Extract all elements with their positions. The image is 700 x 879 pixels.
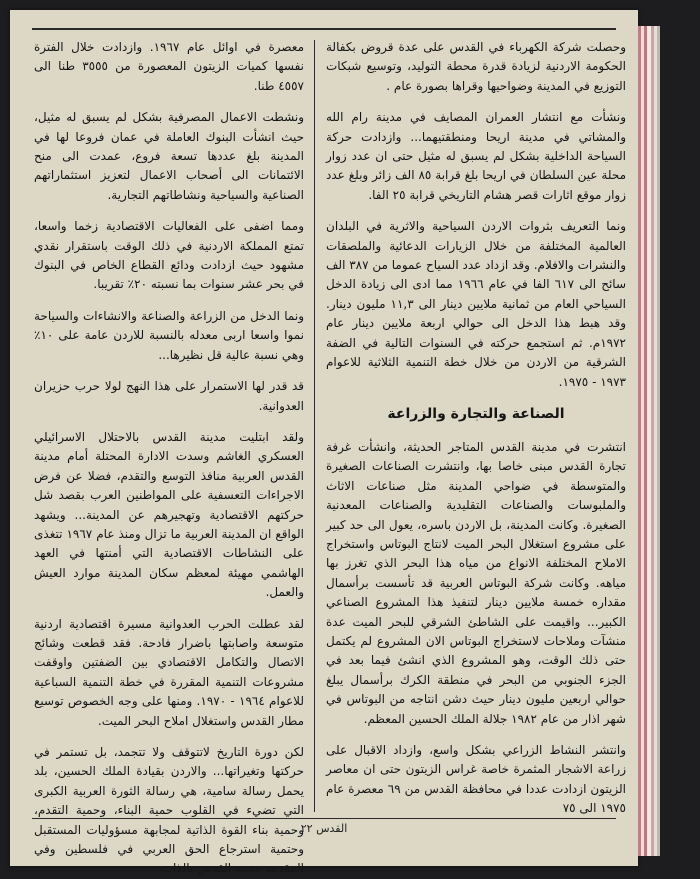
paragraph: لقد عطلت الحرب العدوانية مسيرة اقتصادية اردنية متوسعة واصابتها باضرار فادحة. فقد قطعت وشائج الاتصال والتكامل الاقتصادي بين الضفتين واوقفت مشروعات التنمية المقررة في خطة التنمية السباعية للاعوام ١٩٦٤ - ١٩٧٠. ومنها على وجه الخصوص توسيع مطار القدس واستغلال املاح البحر الميت.	[34, 616, 304, 728]
column-divider	[314, 40, 315, 812]
magazine-page	[10, 10, 638, 876]
paragraph: لكن دورة التاريخ لاتتوقف ولا تتجمد، بل تستمر في حركتها وتغيراتها... والاردن بقيادة الملك الحسين، بلد يحمل رسالة سامية، هي رسالة الثورة العربية الكبرى التي تضيء في القلوب حمية البناء، وحمية التقدم، وحمية بناء القوة الذاتية لمجابهة مسؤوليات المستقبل وحتمية استرجاع الحق العربي في فلسطين وفي المقدمة مدينة القدس بالذات.	[34, 745, 304, 876]
paragraph: انتشرت في مدينة القدس المتاجر الحديثة، وانشأت غرفة تجارة القدس مبنى خاصا بها، وانتشرت الصناعات الصغيرة والمتوسطة في ضواحي المدينة مثل صناعات الاثاث والملبوسات والصناعات التقليدية والصناعات المعدنية الصغيرة. وكانت المدينة، بل الاردن باسره، يعول الى حد كبير على مشروع استغلال البحر الميت لانتاج البوتاس واستخراج الاملاح المختلفة الانواع من مياه هذا البحر الذي تغرز بها مياهه. وكانت شركة البوتاس العربية قد تأسست برأسمال مقداره خمسة ملايين دينار لتنفيذ هذا المشروع الصناعي الكبير... واقيمت على الشاطئ الشرقي للبحر الميت عدة منشآت وملاحات لاستخراج البوتاس الان المشروع لم يكتمل حتى ذلك الوقت، وهو المشروع الذي انشئ فيما بعد في الجزء الجنوبي من البحر في منطقة الكرك برأسمال يبلغ حوالي اربعين مليون دينار حيث دشن انتاجه من البوتاس في شهر اذار من عام ١٩٨٢ جلالة الملك الحسين المعظم.	[326, 439, 626, 726]
paragraph: ولقد ابتليت مدينة القدس بالاحتلال الاسرائيلي العسكري الغاشم وسدت الادارة المحتلة أمام مدينة القدس العربية منافذ التوسع والتقدم، فضلا عن فرض الاجراءات التعسفية على المواطنين العرب بقصد شل حركتهم الاقتصادية وتهجيرهم عن المدينة... ويشهد الواقع ان المدينة العربية ما تزال ومنذ عام ١٩٦٧ تتغذى على النشاطات الاقتصادية التي أمنتها في العهد الهاشمي مهيئة لمعظم سكان المدينة موارد العيش والعمل.	[34, 429, 304, 600]
paragraph: ومما اضفى على الفعاليات الاقتصادية زخما واسعا، تمتع المملكة الاردنية في ذلك الوقت باستقرار نقدي مشهود حيث ازدادت ودائع القطاع الخاص في البنوك في بحر عشر سنوات بما نسبته ٢٠٪ تقريبا.	[34, 219, 304, 292]
paragraph: وحصلت شركة الكهرباء في القدس على عدة قروض بكفالة الحكومة الاردنية لزيادة قدرة محطة التوليد، وتوسيع شبكات التوزيع في المدينة وضواحيها وقراها بصورة عام .	[326, 40, 626, 93]
top-rule	[32, 28, 616, 30]
section-heading: الصناعة والتجارة والزراعة	[387, 405, 565, 422]
paragraph: وانتشر النشاط الزراعي بشكل واسع، وازداد الاقبال على زراعة الاشجار المثمرة خاصة غراس الزيتون حتى ان معاصر الزيتون ازدادت عددا في محافظة القدس من ٦٩ معصرة عام ١٩٧٥ الى ٧٥	[326, 743, 626, 816]
paragraph: ونما الدخل من الزراعة والصناعة والانشاءات والسياحة نموا واسعا اربى معدله بالنسبة للاردن عامة على ١٠٪ وهي نسبة عالية قل نظيرها...	[34, 308, 304, 362]
paragraph: معصرة في اوائل عام ١٩٦٧. وازدادت خلال الفترة نفسها كميات الزيتون المعصورة من ٣٥٥٥ طنا الى ٤٥٥٧ طنا.	[34, 40, 305, 93]
page-footer: القدس ٢٢	[300, 822, 348, 835]
right-column	[325, 38, 627, 816]
paragraph: ونشطت الاعمال المصرفية بشكل لم يسبق له مثيل، حيث انشأت البنوك العاملة في عمان فروعا لها في المدينة بلغ عددها تسعة فروع، عمدت الى منح الائتمانات الى أصحاب الاعمال لتعزيز استثماراتهم الصناعية والسياحية ونشاطاتهم التجارية.	[34, 110, 304, 202]
page-edges	[638, 26, 660, 856]
paragraph: قد قدر لها الاستمرار على هذا النهج لولا حرب حزيران العدوانية.	[34, 379, 304, 413]
left-column	[34, 38, 305, 876]
paragraph: ونما التعريف بثروات الاردن السياحية والاثرية في البلدان العالمية المختلفة من خلال الزيارات الدعائية والملصقات والنشرات والافلام. وقد ازداد عدد السياح عموما من ٣٨٧ الف سائح الى ٦١٧ الفا في عام ١٩٦٦ مما ادى الى زيادة الدخل السياحي العام من ثمانية ملايين دينار الى ١١,٣ مليون دينار. وقد هبط هذا الدخل الى حوالي اربعة ملايين دينار عام ١٩٧٢م. ثم استجمع حركته في السنوات التالية في الضفة الشرقية من الاردن من خلال خطة التنمية الثلاثية للاعوام ١٩٧٣ - ١٩٧٥.	[325, 219, 627, 389]
paragraph: ونشأت مع انتشار العمران المصايف في مدينة رام الله والمشاتي في مدينة اريحا ومنطقتيهما... وازدادت حركة السياحة الداخلية بشكل لم يسبق له مثيل حتى ان عدد زوار محلة عين السلطان في اريحا بلغ قرابة ٨٥ الف زائر وبلغ عدد زوار موقع اثارات قصر هشام التاريخي قرابة ٢٥ الفا.	[326, 110, 627, 202]
bottom-rule	[32, 818, 616, 819]
